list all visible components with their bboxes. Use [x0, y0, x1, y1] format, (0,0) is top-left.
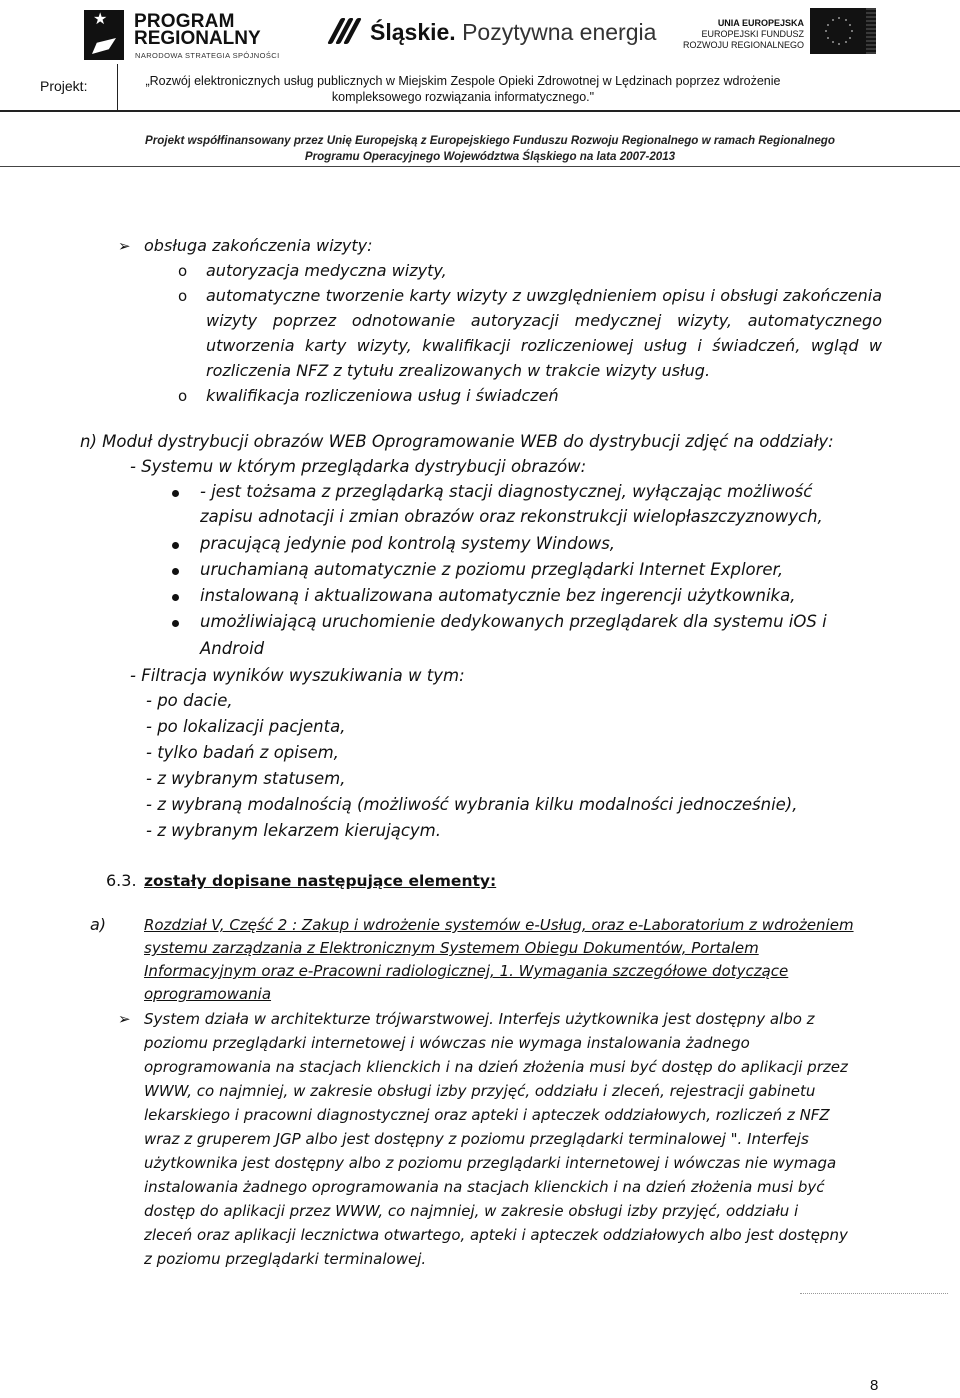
- eu-star-icon: [849, 24, 851, 26]
- visit-item: kwalifikacja rozliczeniowa usług i świadczeń: [206, 386, 559, 405]
- page-number: 8: [870, 1377, 879, 1394]
- project-title-line1: „Rozwój elektronicznych usług publicznych w Miejskim Zespole Opieki Zdrowotnej w Lędzinach poprzez wdrożenie: [145, 74, 781, 88]
- project-row: [0, 64, 960, 110]
- filter-item: - tylko badań z opisem,: [146, 743, 339, 762]
- visit-item: autoryzacja medyczna wizyty,: [206, 261, 447, 280]
- item-a-line: systemu zarządzania z Elektronicznym Systemem Obiegu Dokumentów, Portalem: [144, 939, 759, 957]
- cofunding-note: [100, 133, 880, 165]
- requirement-line: dostęp do aplikacji przez WWW, co najmniej, w zakresie obsługi izby przyjęć, oddziału i: [144, 1202, 799, 1220]
- eu-star-icon: [827, 37, 829, 39]
- program-logo-line1: PROGRAM: [134, 11, 235, 32]
- project-title-line2: kompleksowego rozwiązania informatycznego.": [331, 90, 595, 104]
- module-bullet: pracującą jedynie pod kontrolą systemy Windows,: [200, 534, 616, 553]
- eu-label-line2: EUROPEJSKI FUNDUSZ: [701, 29, 804, 39]
- filter-item: - z wybraną modalnością (możliwość wybrania kilku modalności jednocześnie),: [146, 795, 798, 814]
- slaskie-logo: [326, 16, 657, 56]
- eu-star-icon: [827, 24, 829, 26]
- bullet-dot-icon: [172, 490, 179, 497]
- circle-bullet-icon: o: [178, 387, 188, 405]
- bullet-dot-icon: [172, 594, 179, 601]
- requirement-line: lekarskiego i pracowni diagnostycznej oraz apteki i apteczek oddziałowych, rozliczeń z NFZ: [144, 1106, 830, 1124]
- slaskie-stripes-icon: [326, 18, 360, 48]
- filter-item: - z wybranym lekarzem kierującym.: [146, 821, 441, 840]
- requirement-line: z poziomu przeglądarki terminalowej.: [144, 1250, 427, 1268]
- slaskie-slogan: Pozytywna energia: [462, 19, 657, 45]
- arrow-bullet-icon: ➢: [118, 237, 131, 255]
- eu-label-line1: UNIA EUROPEJSKA: [717, 18, 804, 28]
- module-bullet: umożliwiającą uruchomienie dedykowanych przeglądarek dla systemu iOS i: [200, 612, 827, 631]
- bullet-dot-icon: [172, 542, 179, 549]
- slaskie-brand: Śląskie.: [370, 19, 456, 45]
- requirement-line: oprogramowania na stacjach klienckich i na dzień złożenia musi być dostęp do aplikacji przez: [144, 1058, 848, 1076]
- filter-item: - z wybranym statusem,: [146, 769, 346, 788]
- eu-fund-label: [672, 18, 804, 51]
- circle-bullet-icon: o: [178, 262, 188, 280]
- module-n-sub2: - Filtracja wyników wyszukiwania w tym:: [130, 666, 465, 685]
- eu-star-icon: [851, 30, 853, 32]
- eu-star-icon: [825, 30, 827, 32]
- item-a-marker: a): [90, 915, 107, 934]
- section-number: 6.3.: [106, 871, 137, 890]
- program-logo-line2: REGIONALNY: [134, 28, 261, 49]
- document-header: [0, 0, 960, 168]
- program-regionalny-logo: [84, 10, 314, 66]
- module-bullet: uruchamianą automatycznie z poziomu przeglądarki Internet Explorer,: [200, 560, 784, 579]
- eu-star-icon: [838, 17, 840, 19]
- item-a-line: oprogramowania: [144, 985, 272, 1003]
- eu-star-icon: [845, 41, 847, 43]
- module-n-heading: n) Moduł dystrybucji obrazów WEB Oprogramowanie WEB do dystrybucji zdjęć na oddziały:: [80, 432, 834, 451]
- filter-item: - po dacie,: [146, 691, 233, 710]
- arrow-bullet-icon: ➢: [118, 1010, 131, 1028]
- requirement-line: System działa w architekturze trójwarstwowej. Interfejs użytkownika jest dostępny albo z: [144, 1010, 815, 1028]
- visit-item-cont: utworzenia karty wizyty, kwalifikacji rozliczeniowej usług i świadczeń, wgląd w: [206, 336, 882, 355]
- section-title: zostały dopisane następujące elementy:: [144, 872, 497, 890]
- eu-star-icon: [832, 19, 834, 21]
- item-a-line: Rozdział V, Część 2 : Zakup i wdrożenie systemów e-Usług, oraz e-Laboratorium z wdrożeniem: [144, 916, 854, 934]
- header-rule: [0, 110, 960, 112]
- filter-item: - po lokalizacji pacjenta,: [146, 717, 346, 736]
- header-bottom-rule: [0, 166, 960, 167]
- program-regionalny-emblem-icon: ★: [84, 10, 124, 60]
- requirement-line: WWW, co najmniej, w zakresie obsługi izby przyjęć, oddziału i zleceń, rejestracji gabinetu: [144, 1082, 816, 1100]
- bullet-dot-icon: [172, 620, 179, 627]
- circle-bullet-icon: o: [178, 287, 188, 305]
- eu-star-icon: [849, 37, 851, 39]
- requirement-line: zleceń oraz aplikacji lecznictwa otwartego, apteki i apteczek oddziałowych albo jest dostępny: [144, 1226, 848, 1244]
- module-n-sub1: - Systemu w którym przeglądarka dystrybucji obrazów:: [130, 457, 587, 476]
- project-title: [118, 73, 808, 105]
- requirement-line: instalowania żadnego oprogramowania na stacjach klienckich i na dzień złożenia musi być: [144, 1178, 825, 1196]
- cofunding-line2: Programu Operacyjnego Województwa Śląskiego na lata 2007-2013: [304, 150, 676, 163]
- requirement-line: wraz z gruperem JGP albo jest dostępny z poziomu przeglądarki terminalowej ". Interfejs: [144, 1130, 809, 1148]
- program-logo-line3: NARODOWA STRATEGIA SPÓJNOŚCI: [135, 51, 280, 60]
- footer-rule: [800, 1293, 948, 1294]
- eu-flag-icon: [810, 8, 876, 54]
- requirement-line: poziomu przeglądarki internetowej i wówczas nie wymaga instalowania żadnego: [144, 1034, 750, 1052]
- module-bullet-cont: Android: [200, 639, 265, 658]
- visit-section-heading: obsługa zakończenia wizyty:: [144, 236, 373, 255]
- requirement-line: użytkownika jest dostępny albo z poziomu przeglądarki internetowej i wówczas nie wymaga: [144, 1154, 837, 1172]
- visit-item-cont: wizyty poprzez odnotowanie autoryzacji medycznej wizyty, automatycznego: [206, 311, 882, 330]
- visit-item: automatyczne tworzenie karty wizyty z uwzględnieniem opisu i obsługi zakończenia: [206, 286, 882, 305]
- eu-star-icon: [845, 19, 847, 21]
- project-label: Projekt:: [40, 78, 88, 94]
- eu-star-icon: [832, 41, 834, 43]
- item-a-line: Informacyjnym oraz e-Pracowni radiologicznej, 1. Wymagania szczegółowe dotyczące: [144, 962, 789, 980]
- eu-star-icon: [838, 43, 840, 45]
- module-bullet: - jest tożsama z przeglądarką stacji diagnostycznej, wyłączając możliwość: [200, 482, 813, 501]
- module-bullet: instalowaną i aktualizowana automatycznie bez ingerencji użytkownika,: [200, 586, 796, 605]
- visit-item-cont: rozliczenia NFZ z tytułu zrealizowanych w trakcie wizyty usług.: [206, 361, 711, 380]
- cofunding-line1: Projekt współfinansowany przez Unię Europejską z Europejskiego Funduszu Rozwoju Regionalnego w ramach Regionalnego: [145, 134, 835, 147]
- bullet-dot-icon: [172, 568, 179, 575]
- eu-label-line3: ROZWOJU REGIONALNEGO: [682, 40, 804, 50]
- module-bullet-cont: zapisu adnotacji i zmian obrazów oraz rekonstrukcji wielopłaszczyznowych,: [200, 507, 823, 526]
